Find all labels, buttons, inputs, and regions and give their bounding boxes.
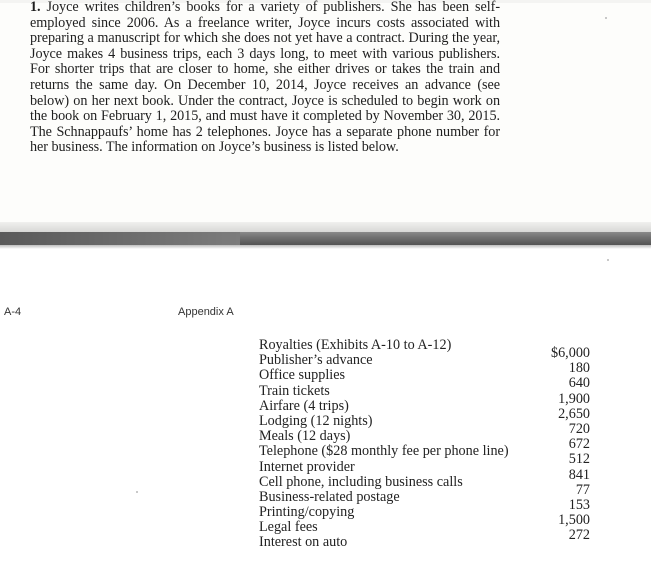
lower-page bbox=[0, 249, 651, 562]
expense-amount: 672 bbox=[568, 436, 590, 453]
expense-label: Airfare (4 trips) bbox=[259, 397, 349, 414]
page-gutter-shadow bbox=[0, 232, 651, 245]
expense-amount: 153 bbox=[568, 496, 590, 513]
expense-label: Interest on auto bbox=[259, 534, 348, 551]
expense-amount: 512 bbox=[568, 451, 590, 468]
problem-number: 1. bbox=[30, 0, 41, 15]
expense-amount: $6,000 bbox=[550, 345, 590, 361]
expense-label: Train tickets bbox=[259, 382, 330, 399]
expense-label: Cell phone, including business calls bbox=[259, 473, 463, 490]
expense-label: Legal fees bbox=[259, 519, 318, 536]
expense-amount: 640 bbox=[568, 375, 590, 392]
scan-speck bbox=[605, 17, 607, 19]
expense-amount: 1,900 bbox=[558, 390, 590, 407]
problem-paragraph bbox=[30, 0, 500, 156]
expense-amount: 180 bbox=[568, 360, 590, 377]
expense-label: Royalties (Exhibits A-10 to A-12) bbox=[259, 337, 452, 353]
scan-speck bbox=[136, 491, 138, 493]
expense-amount: 720 bbox=[568, 420, 590, 437]
expense-label: Publisher’s advance bbox=[259, 352, 373, 369]
expense-list bbox=[259, 338, 590, 551]
page-number: A-4 bbox=[4, 306, 22, 318]
expense-label: Meals (12 days) bbox=[259, 428, 351, 445]
page-gutter bbox=[0, 222, 651, 232]
upper-page bbox=[0, 0, 651, 222]
expense-label: Telephone ($28 monthly fee per phone line) bbox=[259, 443, 509, 460]
expense-label: Business-related postage bbox=[259, 488, 400, 505]
section-label: Appendix A bbox=[178, 306, 234, 318]
expense-label: Internet provider bbox=[259, 458, 355, 475]
expense-row bbox=[259, 535, 590, 550]
expense-amount: 77 bbox=[575, 481, 590, 498]
expense-amount: 1,500 bbox=[558, 512, 590, 529]
expense-label: Printing/copying bbox=[259, 504, 355, 521]
scan-speck bbox=[607, 259, 609, 261]
expense-amount: 272 bbox=[568, 527, 590, 544]
expense-amount: 2,650 bbox=[558, 405, 590, 422]
expense-label: Lodging (12 nights) bbox=[259, 412, 373, 429]
expense-amount: 841 bbox=[568, 466, 590, 483]
expense-label: Office supplies bbox=[259, 367, 346, 384]
problem-text: Joyce writes children’s books for a variety of publishers. She has been self-employed since 2006. As a freelance writer, Joyce incurs costs associated with preparing a manuscript for which she does not yet have a contract. During the year, Joyce makes 4 business trips, each 3 days long, to meet with various publishers. For shorter trips that are closer to home, she either drives or takes the train and returns the same day. On December 10, 2014, Joyce receives an advance (see below) on her next book. Under the contract, Joyce is scheduled to begin work on the book on February 1, 2015, and must have it completed by November 30, 2015. The Schnappaufs’ home has 2 telephones. Joyce has a separate phone number for her business. The information on Joyce’s business is listed below. bbox=[30, 0, 500, 156]
